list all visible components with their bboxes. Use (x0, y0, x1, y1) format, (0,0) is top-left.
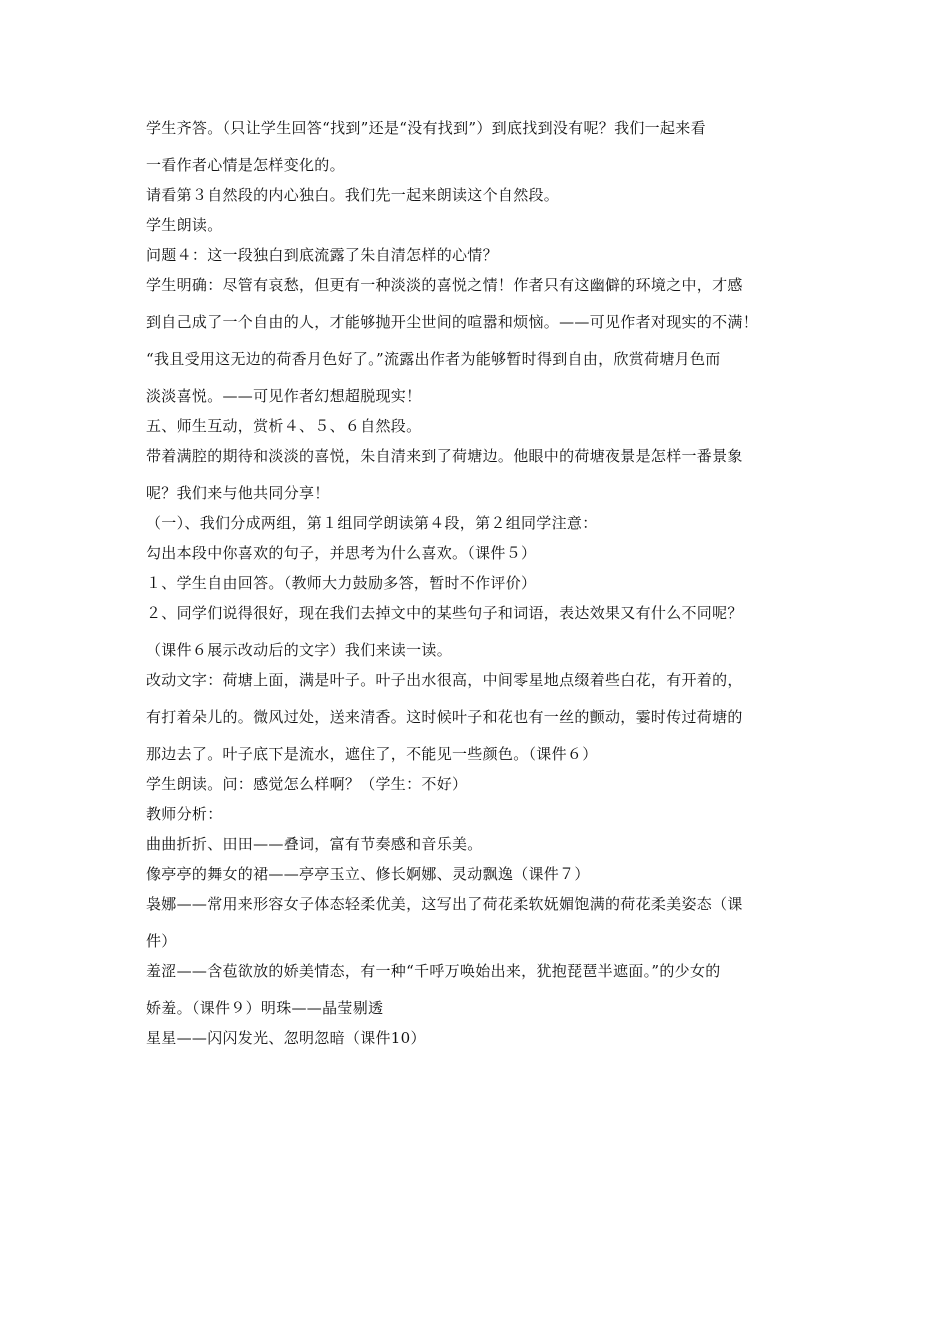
text-line: 娇羞。（课件９）明珠——晶莹剔透 (146, 999, 384, 1017)
text-line: 曲曲折折、田田——叠词，富有节奏感和音乐美。 (146, 835, 483, 853)
text-line: 羞涩——含苞欲放的娇美情态，有一种“千呼万唤始出来，犹抱琵琶半遮面。”的少女的 (146, 962, 721, 980)
text-line: 学生朗读。问：感觉怎么样啊？（学生：不好） (146, 775, 468, 793)
text-line: 件） (146, 932, 177, 950)
text-line: “我且受用这无边的荷香月色好了。”流露出作者为能够暂时得到自由，欣赏荷塘月色而 (146, 350, 721, 368)
text-line: １、学生自由回答。（教师大力鼓励多答，暂时不作评价） (146, 574, 537, 592)
text-line: 淡淡喜悦。——可见作者幻想超脱现实！ (146, 387, 422, 405)
text-line: 改动文字：荷塘上面，满是叶子。叶子出水很高，中间零星地点缀着些白花，有开着的， (146, 671, 743, 689)
text-line: 学生朗读。 (146, 216, 223, 234)
text-line: 教师分析： (146, 805, 223, 823)
text-line: 问题４：这一段独白到底流露了朱自清怎样的心情？ (146, 246, 498, 264)
text-line: 有打着朵儿的。微风过处，送来清香。这时候叶子和花也有一丝的颤动，霎时传过荷塘的 (146, 708, 743, 726)
text-line: 请看第３自然段的内心独白。我们先一起来朗读这个自然段。 (146, 186, 560, 204)
text-line: 呢？我们来与他共同分享！ (146, 484, 330, 502)
text-line: ２、同学们说得很好，现在我们去掉文中的某些句子和词语，表达效果又有什么不同呢？ (146, 604, 743, 622)
text-line: 带着满腔的期待和淡淡的喜悦，朱自清来到了荷塘边。他眼中的荷塘夜景是怎样一番景象 (146, 447, 743, 465)
text-line: 那边去了。叶子底下是流水，遮住了，不能见一些颜色。（课件６） (146, 745, 598, 763)
text-line: 像亭亭的舞女的裙——亭亭玉立、修长婀娜、灵动飘逸（课件７） (146, 865, 590, 883)
text-line: 一看作者心情是怎样变化的。 (146, 156, 345, 174)
text-line: 勾出本段中你喜欢的句子，并思考为什么喜欢。（课件５） (146, 544, 537, 562)
text-line: 五、师生互动，赏析４、５、６自然段。 (146, 417, 422, 435)
text-line: 袅娜——常用来形容女子体态轻柔优美，这写出了荷花柔软妩媚饱满的荷花柔美姿态（课 (146, 895, 743, 913)
text-line: 学生明确：尽管有哀愁，但更有一种淡淡的喜悦之情！作者只有这幽僻的环境之中，才感 (146, 276, 743, 294)
text-line: （一）、我们分成两组，第１组同学朗读第４段，第２组同学注意： (146, 514, 598, 532)
text-line: 星星——闪闪发光、忽明忽暗（课件10） (146, 1029, 426, 1047)
text-line: 学生齐答。（只让学生回答“找到”还是“没有找到”）到底找到没有呢？我们一起来看 (146, 119, 706, 137)
text-line: （课件６展示改动后的文字）我们来读一读。 (146, 641, 453, 659)
text-line: 到自己成了一个自由的人，才能够抛开尘世间的喧嚣和烦恼。——可见作者对现实的不满！ (146, 313, 759, 331)
document-body (146, 118, 818, 1058)
